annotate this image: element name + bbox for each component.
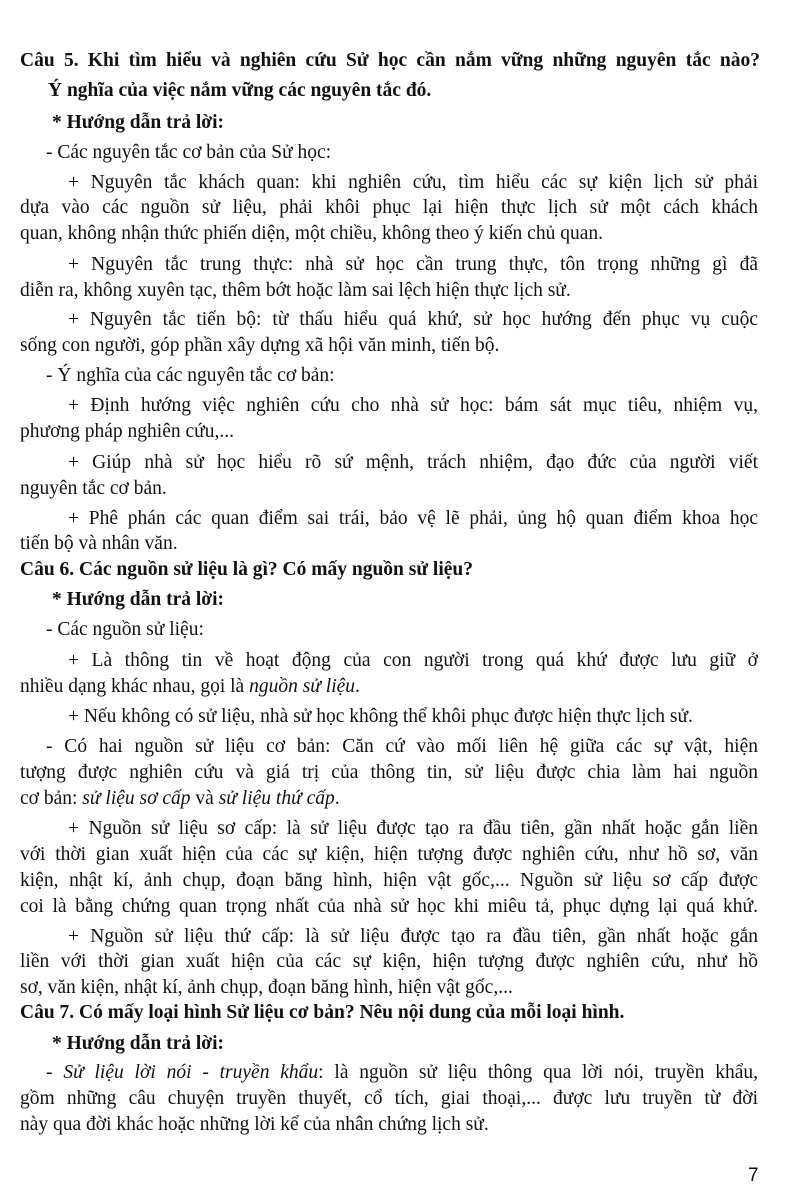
text-run: * Hướng dẫn trả lời: (52, 112, 224, 133)
text-line (20, 419, 234, 446)
text-run: phương pháp nghiên cứu,... (20, 421, 234, 442)
text-run: Ý nghĩa của việc nắm vững các nguyên tắc đó. (48, 80, 432, 101)
text-run: nhiều dạng khác nhau, gọi là (20, 676, 250, 697)
text-line (20, 760, 758, 787)
text-line (20, 195, 758, 222)
text-run: + Giúp nhà sử học hiểu rõ sứ mệnh, trách nhiệm, đạo đức của người viết (68, 452, 758, 473)
text-run: sơ, văn kiện, nhật kí, ảnh chụp, đoạn băng hình, hiện vật gốc,... (20, 977, 513, 998)
text-line (20, 278, 571, 305)
text-line (68, 252, 758, 279)
text-line (68, 307, 758, 334)
text-run: nguyên tắc cơ bản. (20, 478, 167, 499)
text-line (20, 975, 513, 1002)
text-line (68, 924, 758, 951)
text-run: và (190, 788, 219, 809)
text-run: - Các nguyên tắc cơ bản của Sử học: (46, 142, 332, 163)
text-run: Câu 5. Khi tìm hiểu và nghiên cứu Sử học cần nắm vững những nguyên tắc nào? (20, 50, 760, 71)
text-line (20, 221, 603, 248)
text-run: tượng được nghiên cứu và giá trị của thông tin, sử liệu được chia làm hai nguồn (20, 762, 758, 783)
text-run: sử liệu sơ cấp (82, 788, 191, 809)
text-run: tiến bộ và nhân văn. (20, 533, 178, 554)
page-number: 7 (748, 1165, 759, 1186)
text-run: kiện, nhật kí, ảnh chụp, đoạn băng hình, hiện vật gốc,... Nguồn sử liệu sơ cấp được (20, 870, 758, 891)
text-run: . (334, 788, 340, 809)
text-line (20, 531, 178, 558)
text-line (20, 674, 360, 701)
text-run: + Là thông tin về hoạt động của con người trong quá khứ được lưu giữ ở (68, 650, 758, 671)
text-run: + Phê phán các quan điểm sai trái, bảo vệ lẽ phải, ủng hộ quan điểm khoa học (68, 508, 758, 529)
heading-line (48, 78, 431, 105)
text-run: + Nguồn sử liệu sơ cấp: là sử liệu được tạo ra đầu tiên, gần nhất hoặc gắn liền (68, 818, 758, 839)
text-run: - Các nguồn sử liệu: (46, 619, 204, 640)
text-line (20, 949, 758, 976)
text-run: với thời gian xuất hiện của các sự kiện, hiện tượng được nghiên cứu, như hồ sơ, văn (20, 844, 758, 865)
text-run: liền với thời gian xuất hiện của các sự kiện, hiện tượng được nghiên cứu, như hồ (20, 951, 758, 972)
text-line (68, 506, 758, 533)
text-run: Câu 6. Các nguồn sử liệu là gì? Có mấy nguồn sử liệu? (20, 559, 474, 580)
text-run: nguồn sử liệu (249, 676, 356, 697)
text-run: * Hướng dẫn trả lời: (52, 1033, 224, 1054)
text-run: sống con người, góp phần xây dựng xã hội văn minh, tiến bộ. (20, 335, 500, 356)
text-run: dựa vào các nguồn sử liệu, phải khôi phục lại hiện thực lịch sử một cách khách (20, 197, 758, 218)
text-line (20, 333, 499, 360)
text-line (20, 786, 340, 813)
heading-line (20, 557, 473, 584)
text-line (20, 842, 758, 869)
text-line (20, 1112, 489, 1139)
heading-line (52, 110, 224, 137)
text-run: + Nếu không có sử liệu, nhà sử học không thể khôi phục được hiện thực lịch sử. (68, 706, 693, 727)
text-line (68, 648, 758, 675)
text-run: - Ý nghĩa của các nguyên tắc cơ bản: (46, 365, 335, 386)
text-run: coi là bằng chứng quan trọng nhất của nhà sử học khi miêu tả, phục dựng lại quá khứ. (20, 896, 758, 917)
heading-line (52, 587, 224, 614)
text-line (46, 140, 331, 167)
heading-line (20, 1000, 624, 1027)
text-line (20, 1086, 758, 1113)
text-run: Sử liệu lời nói - truyền khẩu (63, 1062, 319, 1083)
text-run: diễn ra, không xuyên tạc, thêm bớt hoặc làm sai lệch hiện thực lịch sử. (20, 280, 571, 301)
text-run: cơ bản: (20, 788, 83, 809)
text-run: : là nguồn sử liệu thông qua lời nói, truyền khẩu, (318, 1062, 758, 1083)
text-line (46, 734, 758, 761)
text-line (46, 1060, 758, 1087)
text-run: + Nguồn sử liệu thứ cấp: là sử liệu được tạo ra đầu tiên, gần nhất hoặc gắn (68, 926, 758, 947)
text-run: - (46, 1062, 64, 1083)
text-line (68, 704, 693, 731)
text-run: này qua đời khác hoặc những lời kể của nhân chứng lịch sử. (20, 1114, 489, 1135)
text-run: . (355, 676, 360, 697)
text-run: - Có hai nguồn sử liệu cơ bản: Căn cứ vào mối liên hệ giữa các sự vật, hiện (46, 736, 758, 757)
text-line (46, 617, 204, 644)
text-line (68, 170, 758, 197)
text-run: gồm những câu chuyện truyền thuyết, cổ tích, giai thoại,... được lưu truyền từ đời (20, 1088, 758, 1109)
text-line (68, 816, 758, 843)
text-run: * Hướng dẫn trả lời: (52, 589, 224, 610)
text-run: + Định hướng việc nghiên cứu cho nhà sử học: bám sát mục tiêu, nhiệm vụ, (68, 395, 758, 416)
text-run: sử liệu thứ cấp (218, 788, 335, 809)
text-line (46, 363, 335, 390)
text-run: + Nguyên tắc khách quan: khi nghiên cứu, tìm hiểu các sự kiện lịch sử phải (68, 172, 758, 193)
text-run: Câu 7. Có mấy loại hình Sử liệu cơ bản? Nêu nội dung của mỗi loại hình. (20, 1002, 625, 1023)
text-run: + Nguyên tắc trung thực: nhà sử học cần trung thực, tôn trọng những gì đã (68, 254, 758, 275)
text-line (20, 476, 167, 503)
heading-line (20, 48, 760, 75)
text-line (20, 894, 758, 921)
text-run: quan, không nhận thức phiến diện, một chiều, không theo ý kiến chủ quan. (20, 223, 603, 244)
text-line (68, 450, 758, 477)
text-run: + Nguyên tắc tiến bộ: từ thấu hiểu quá khứ, sử học hướng đến phục vụ cuộc (68, 309, 758, 330)
text-line (20, 868, 758, 895)
heading-line (52, 1031, 224, 1058)
text-line (68, 393, 758, 420)
